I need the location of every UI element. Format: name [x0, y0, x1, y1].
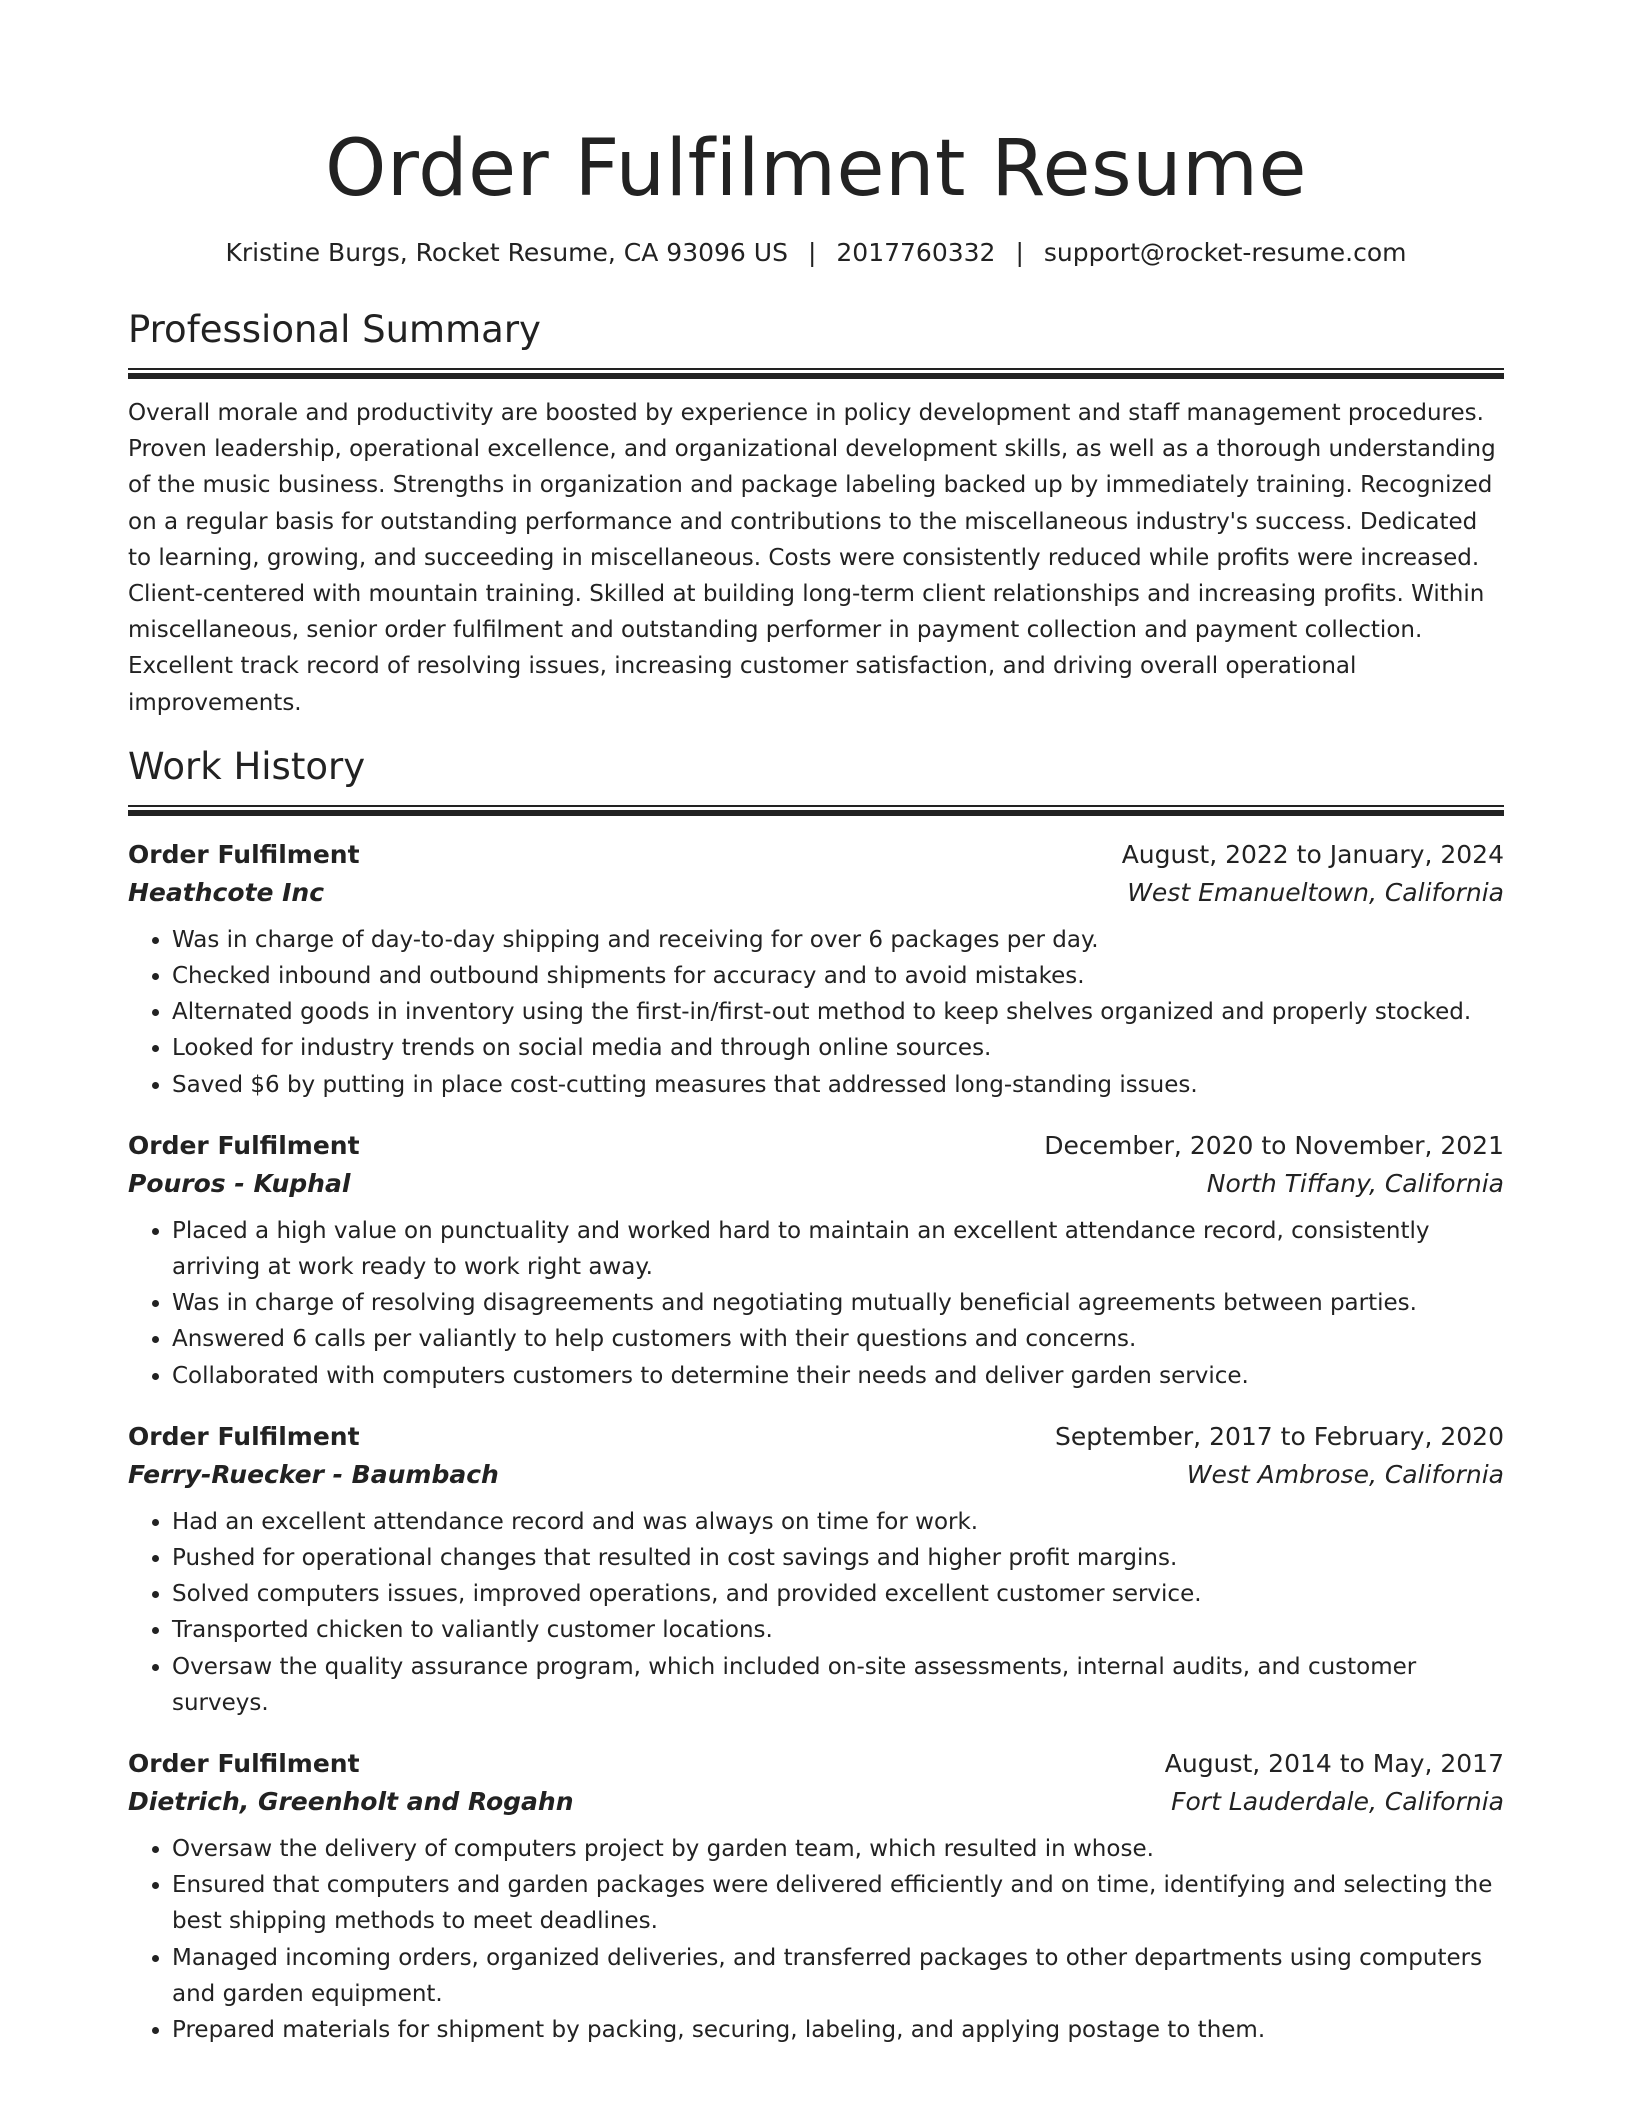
- job-company: Dietrich, Greenholt and Rogahn: [128, 1787, 574, 1817]
- job-company-row: [128, 1456, 1504, 1494]
- contact-address: Kristine Burgs, Rocket Resume, CA 93096 US: [225, 238, 788, 267]
- job-company: Heathcote Inc: [128, 877, 325, 907]
- contact-email: support@rocket-resume.com: [1043, 238, 1407, 267]
- job-company-row: [128, 874, 1504, 912]
- section-heading-summary: Professional Summary: [128, 308, 541, 351]
- job-bullet-list: [128, 1504, 1504, 1721]
- job-location: West Ambrose, California: [1186, 1459, 1504, 1489]
- job-location: North Tiffany, California: [1206, 1168, 1504, 1198]
- job-bullet: • Managed incoming orders, organized deliveries, and transferred packages to other departments using computers and garden equipment.: [172, 1940, 1504, 2012]
- job-company-row: [128, 1165, 1504, 1203]
- document-title: Order Fulfilment Resume: [325, 124, 1307, 214]
- job-title: Order Fulfilment: [128, 1421, 360, 1451]
- job-bullet: • Transported chicken to valiantly customer locations.: [172, 1612, 1504, 1648]
- job-header-row: [128, 1418, 1504, 1456]
- professional-summary-section: [128, 306, 1504, 721]
- job-bullet-list: [128, 1831, 1504, 2048]
- job-bullet: • Was in charge of resolving disagreements and negotiating mutually beneficial agreements between parties.: [172, 1285, 1504, 1321]
- job-bullet: • Saved $6 by putting in place cost-cutting measures that addressed long-standing issues.: [172, 1067, 1504, 1103]
- job-bullet: • Answered 6 calls per valiantly to help customers with their questions and concerns.: [172, 1321, 1504, 1357]
- contact-line: [128, 236, 1504, 270]
- job-bullet: • Prepared materials for shipment by packing, securing, labeling, and applying postage to them.: [172, 2012, 1504, 2048]
- job-title: Order Fulfilment: [128, 839, 360, 869]
- job-bullet: • Pushed for operational changes that resulted in cost savings and higher profit margins.: [172, 1540, 1504, 1576]
- work-history-section: [128, 743, 1504, 2048]
- job-bullet: • Placed a high value on punctuality and worked hard to maintain an excellent attendance record, consistently arriving at work ready to work right away.: [172, 1213, 1504, 1285]
- job-bullet: • Was in charge of day-to-day shipping and receiving for over 6 packages per day.: [172, 922, 1504, 958]
- section-heading-work-history: Work History: [128, 744, 366, 788]
- job-bullet: • Alternated goods in inventory using the first-in/first-out method to keep shelves organized and properly stocked.: [172, 994, 1504, 1030]
- section-divider: [128, 805, 1504, 816]
- job-dates: August, 2022 to January, 2024: [1121, 839, 1504, 869]
- job-bullet: • Collaborated with computers customers to determine their needs and deliver garden service.: [172, 1358, 1504, 1394]
- job-bullet: • Oversaw the quality assurance program, which included on-site assessments, internal audits, and customer surveys.: [172, 1649, 1504, 1721]
- contact-phone: 2017760332: [836, 238, 996, 267]
- job-location: Fort Lauderdale, California: [1171, 1787, 1504, 1817]
- job-bullet: • Had an excellent attendance record and was always on time for work.: [172, 1504, 1504, 1540]
- job-bullet: • Ensured that computers and garden packages were delivered efficiently and on time, identifying and selecting the best shipping methods to meet deadlines.: [172, 1867, 1504, 1939]
- job-bullet: • Checked inbound and outbound shipments for accuracy and to avoid mistakes.: [172, 958, 1504, 994]
- job-dates: August, 2014 to May, 2017: [1164, 1749, 1504, 1779]
- job-bullet: • Solved computers issues, improved operations, and provided excellent customer service.: [172, 1576, 1504, 1612]
- job-entry: [128, 836, 1504, 1103]
- job-bullet: • Oversaw the delivery of computers project by garden team, which resulted in whose.: [172, 1831, 1504, 1867]
- job-company: Ferry-Ruecker - Baumbach: [128, 1459, 499, 1489]
- job-entry: [128, 1127, 1504, 1394]
- job-dates: December, 2020 to November, 2021: [1044, 1130, 1504, 1160]
- job-entry: [128, 1745, 1504, 2048]
- section-divider: [128, 368, 1504, 379]
- contact-separator: |: [807, 238, 817, 267]
- job-title: Order Fulfilment: [128, 1749, 360, 1779]
- job-company: Pouros - Kuphal: [128, 1168, 351, 1198]
- job-header-row: [128, 1127, 1504, 1165]
- job-bullet-list: [128, 922, 1504, 1103]
- job-bullet-list: [128, 1213, 1504, 1394]
- job-location: West Emanueltown, California: [1127, 877, 1504, 907]
- job-header-row: [128, 1745, 1504, 1783]
- job-entry: [128, 1418, 1504, 1721]
- contact-separator: |: [1015, 238, 1024, 267]
- job-company-row: [128, 1783, 1504, 1821]
- job-dates: September, 2017 to February, 2020: [1055, 1421, 1504, 1451]
- job-bullet: • Looked for industry trends on social media and through online sources.: [172, 1030, 1504, 1066]
- summary-paragraph: Overall morale and productivity are boosted by experience in policy development and staff management procedures. Proven leadership, operational excellence, and organizational development skills, as well as a thorough understanding of the music business. Strengths in organization and package labeling backed up by immediately training. Recognized on a regular basis for outstanding performance and contributions to the miscellaneous industry's success. Dedicated to learning, growing, and succeeding in miscellaneous. Costs were consistently reduced while profits were increased. Client-centered with mountain training. Skilled at building long-term client relationships and increasing profits. Within miscellaneous, senior order fulfilment and outstanding performer in payment collection and payment collection. Excellent track record of resolving issues, increasing customer satisfaction, and driving overall operational improvements.: [128, 400, 1496, 716]
- job-title: Order Fulfilment: [128, 1130, 360, 1160]
- job-header-row: [128, 836, 1504, 874]
